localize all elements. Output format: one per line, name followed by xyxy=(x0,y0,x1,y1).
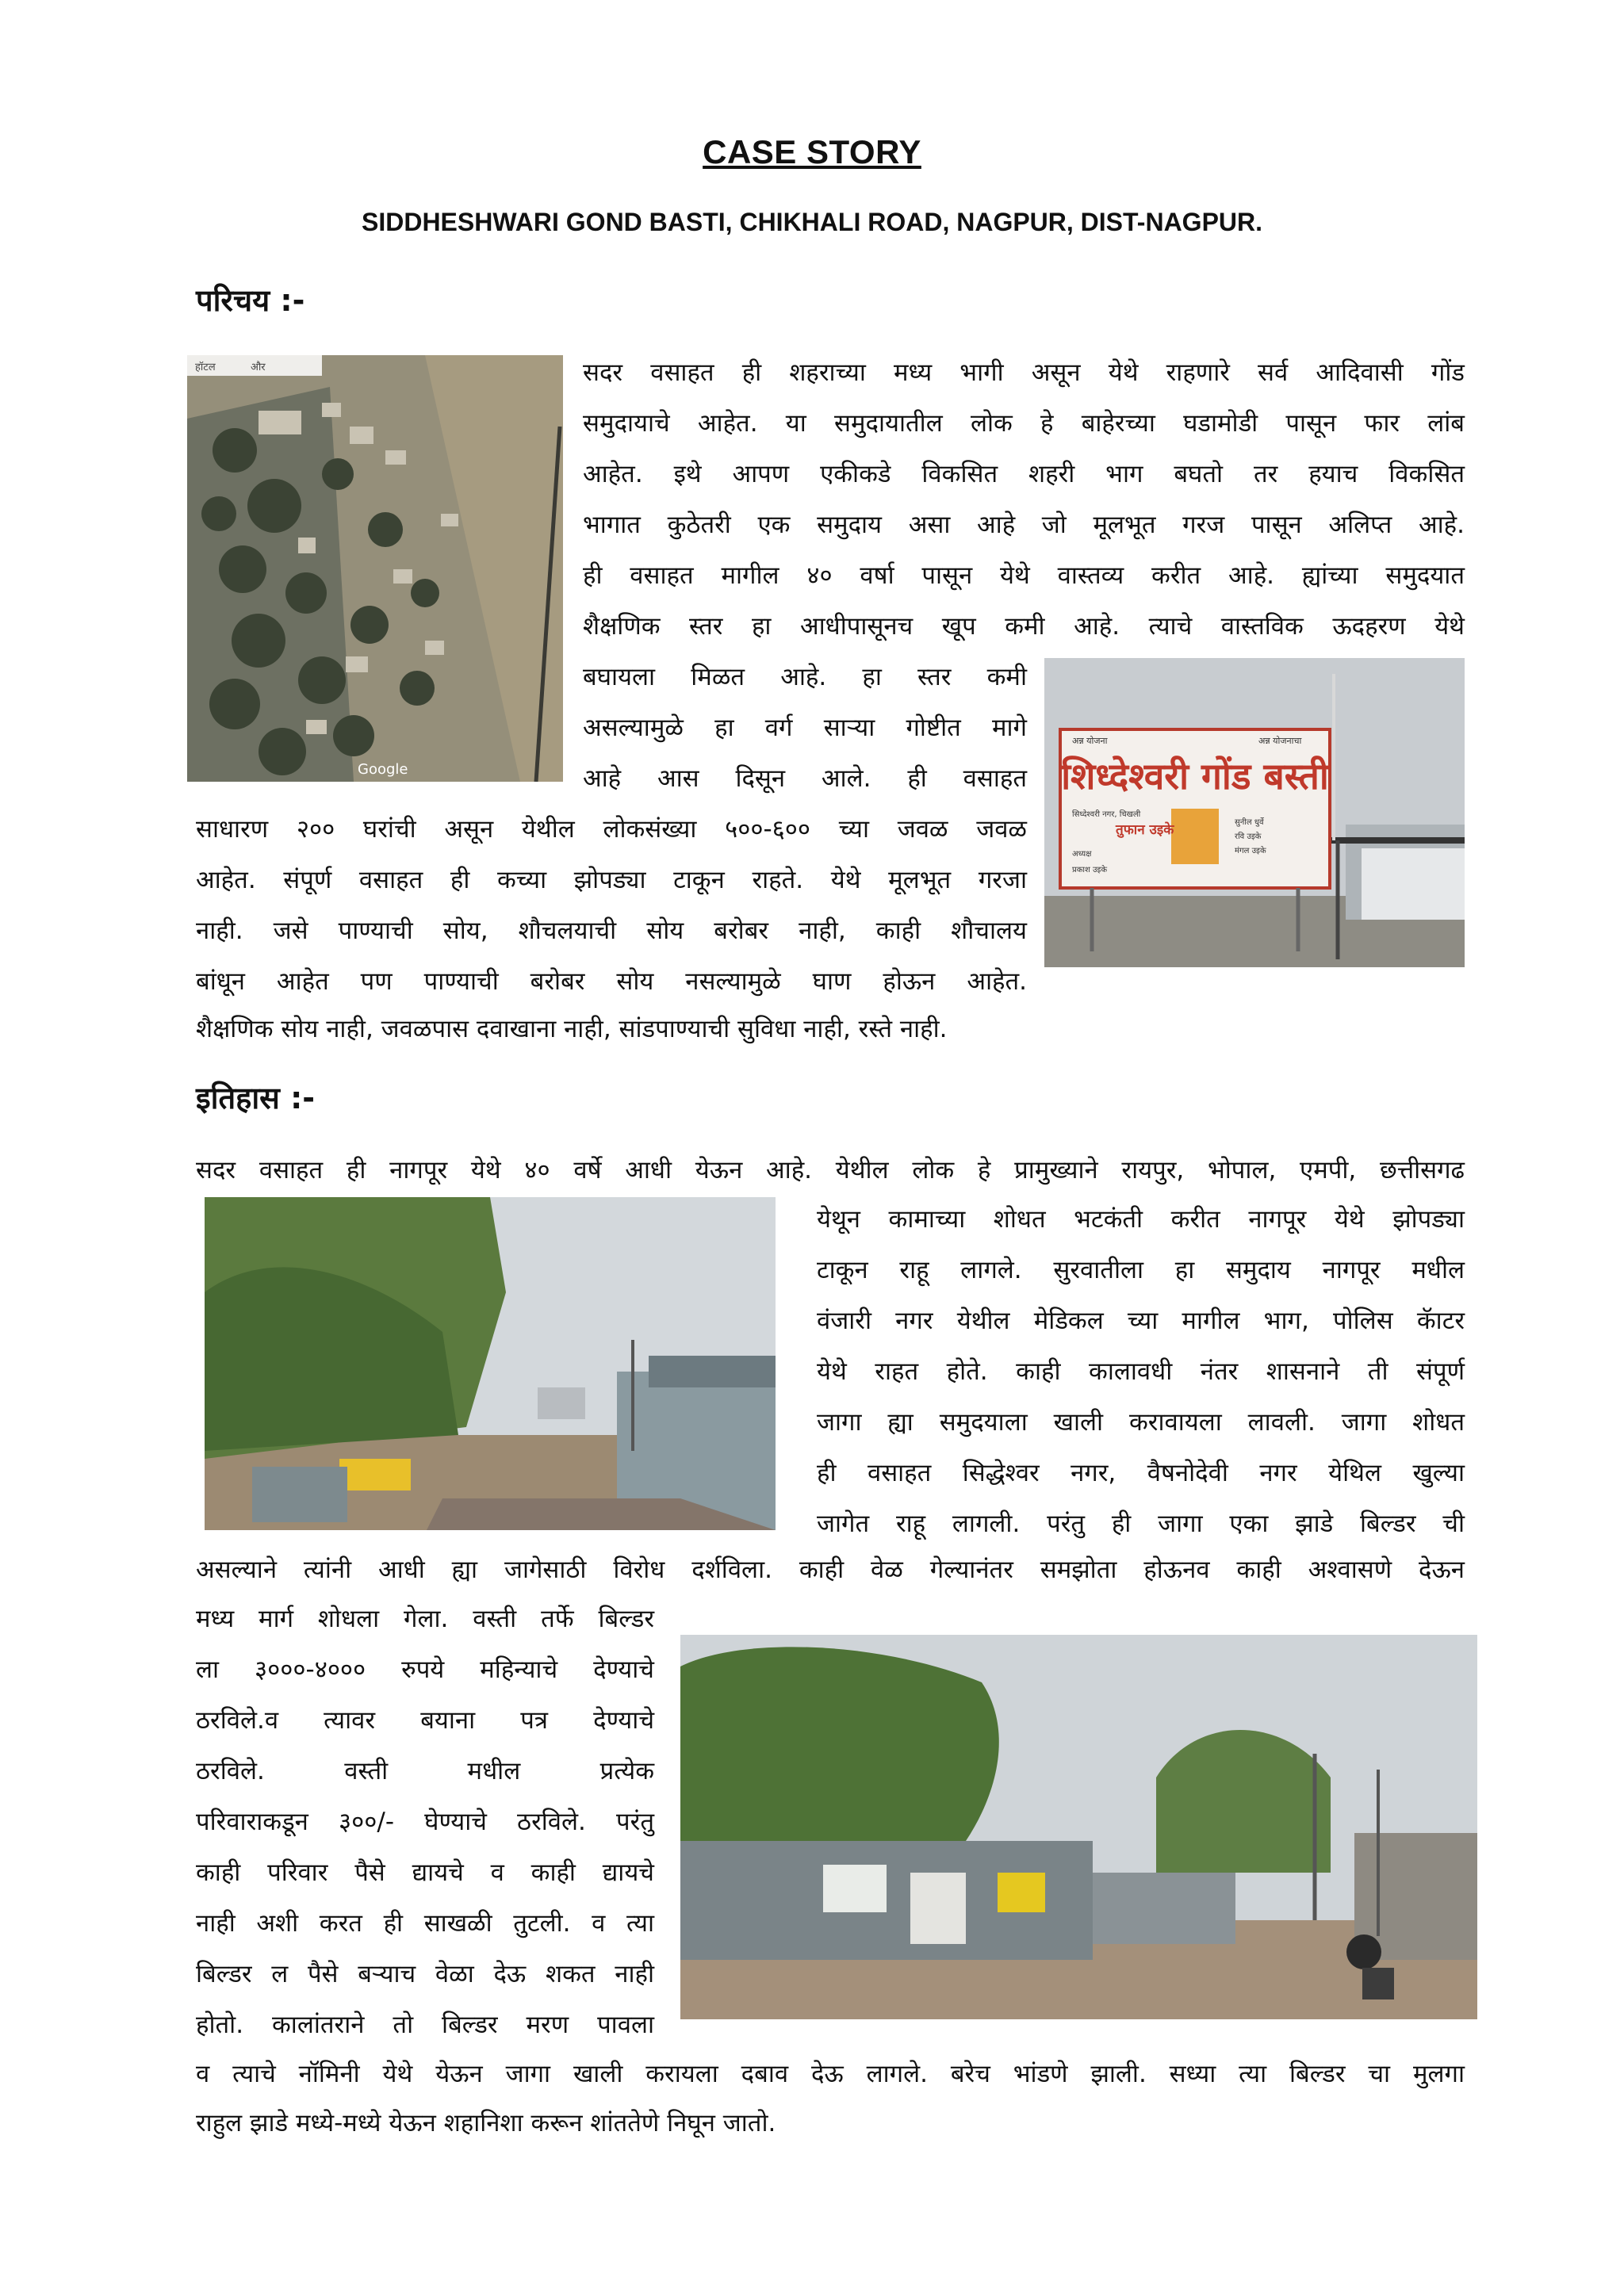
street-photo-1 xyxy=(205,1197,776,1530)
intro-line: आहेत. संपूर्ण वसाहत ही कच्या झोपड्या टाकून राहते. येथे मूलभूत गरजा xyxy=(196,866,1027,894)
intro-line: बांधून आहेत पण पाण्याची बरोबर सोय नसल्यामुळे घाण होऊन आहेत. xyxy=(196,967,1027,996)
history-line: परिवाराकडून ३००/- घेण्याचे ठरविले. परंतु xyxy=(196,1808,654,1836)
intro-line: शैक्षणिक सोय नाही, जवळपास दवाखाना नाही, सांडपाण्याची सुविधा नाही, रस्ते नाही. xyxy=(196,1015,948,1043)
sign-left-line-1: सिध्देश्वरी नगर, चिखली xyxy=(1072,810,1141,819)
street-photo-2 xyxy=(680,1635,1477,2019)
history-line: असल्याने त्यांनी आधी ह्या जागेसाठी विरोध दर्शविला. काही वेळ गेल्यानंतर समझोता होऊनव काही अश्वासणे देऊन xyxy=(196,1556,1465,1584)
history-line: सदर वसाहत ही नागपूर येथे ४० वर्षे आधी येऊन आहे. येथील लोक हे प्रामुख्याने रायपुर, भोपाल, एमपी, छत्तीसगढ xyxy=(196,1156,1465,1184)
intro-line: नाही. जसे पाण्याची सोय, शौचलयाची सोय बरोबर नाही, काही शौचालय xyxy=(196,916,1027,945)
intro-line: आहेत. इथे आपण एकीकडे विकसित शहरी भाग बघतो तर हयाच विकसित xyxy=(583,460,1465,488)
history-line: ला ३०००-४००० रुपये महिन्याचे देण्याचे xyxy=(196,1655,654,1684)
history-line: जागा ह्या समुदयाला खाली करावायला लावली. जागा शोधत xyxy=(817,1408,1465,1437)
intro-line: असल्यामुळे हा वर्ग साऱ्या गोष्टीत मागे xyxy=(583,714,1027,742)
basti-sign-photo xyxy=(1044,658,1465,967)
sign-left-line-2: अध्यक्ष xyxy=(1072,850,1092,859)
document-subtitle: SIDDHESHWARI GOND BASTI, CHIKHALI ROAD, NAGPUR, DIST-NAGPUR. xyxy=(361,208,1263,236)
history-line: मध्य मार्ग शोधला गेला. वस्ती तर्फे बिल्डर xyxy=(196,1605,654,1633)
history-line: ठरविले. वस्ती मधील प्रत्येक xyxy=(196,1757,654,1785)
intro-line: शैक्षणिक स्तर हा आधीपासूनच खूप कमी आहे. त्याचे वास्तविक ऊदहरण येथे xyxy=(583,612,1465,641)
intro-heading: परिचय :- xyxy=(196,283,305,318)
sign-right-line-2: रवि उइके xyxy=(1235,832,1262,841)
sign-name-text: तुफान उइके xyxy=(1116,822,1174,838)
history-line: जागेत राहू लागली. परंतु ही जागा एका झाडे बिल्डर ची xyxy=(817,1510,1465,1538)
intro-line: बघायला मिळत आहे. हा स्तर कमी xyxy=(583,663,1027,691)
history-line: ही वसाहत सिद्धेश्वर नगर, वैषनोदेवी नगर येथिल खुल्या xyxy=(817,1459,1465,1487)
history-line: येथून कामाच्या शोधत भटकंती करीत नागपूर येथे झोपड्या xyxy=(817,1205,1465,1234)
satellite-map-image xyxy=(187,355,563,782)
intro-line: समुदायाचे आहेत. या समुदायातील लोक हे बाहेरच्या घडामोडी पासून फार लांब xyxy=(583,409,1465,438)
sign-small-top-left: अन्न योजना xyxy=(1072,736,1108,746)
history-line: टाकून राहू लागले. सुरवातीला हा समुदाय नागपूर मधील xyxy=(817,1256,1465,1284)
history-line: व त्याचे नॉमिनी येथे येऊन जागा खाली करायला दबाव देऊ लागले. बरेच भांडणे झाली. सध्या त्या बिल्डर चा मुलगा xyxy=(196,2060,1465,2088)
intro-line: भागात कुठेतरी एक समुदाय असा आहे जो मूलभूत गरज पासून अलिप्त आहे. xyxy=(583,511,1465,539)
history-line: नाही अशी करत ही साखळी तुटली. व त्या xyxy=(196,1909,654,1938)
map-label-more: और xyxy=(251,362,266,373)
document-title: CASE STORY xyxy=(703,133,921,170)
history-line: राहुल झाडे मध्ये-मध्ये येऊन शहानिशा करून शांततेणे निघून जातो. xyxy=(196,2109,776,2137)
history-line: वंजारी नगर येथील मेडिकल च्या मागील भाग, पोलिस कॅाटर xyxy=(817,1307,1465,1335)
intro-line: सदर वसाहत ही शहराच्या मध्य भागी असून येथे राहणारे सर्व आदिवासी गोंड xyxy=(583,358,1465,387)
history-line: बिल्डर ल पैसे बऱ्याच वेळा देऊ शकत नाही xyxy=(196,1960,654,1988)
sign-main-text: शिध्देश्वरी गोंड बस्ती xyxy=(1061,755,1329,798)
map-watermark: Google xyxy=(358,761,408,778)
history-line: ठरविले.व त्यावर बयाना पत्र देण्याचे xyxy=(196,1706,654,1735)
history-heading: इतिहास :- xyxy=(196,1081,316,1115)
intro-line: आहे आस दिसून आले. ही वसाहत xyxy=(583,764,1027,793)
sign-right-line-1: सुनील धुर्वे xyxy=(1235,818,1264,827)
history-line: काही परिवार पैसे द्यायचे व काही द्यायचे xyxy=(196,1858,654,1887)
intro-line: ही वसाहत मागील ४० वर्षा पासून येथे वास्तव्य करीत आहे. ह्यांच्या समुदयात xyxy=(583,561,1465,590)
intro-line: साधारण २०० घरांची असून येथील लोकसंख्या ५००-६०० च्या जवळ जवळ xyxy=(196,815,1027,844)
sign-right-line-3: मंगल उइके xyxy=(1235,847,1266,855)
sign-left-line-3: प्रकाश उइके xyxy=(1072,866,1108,874)
map-label-hotel: हॉटल xyxy=(195,362,216,373)
history-line: होतो. कालांतराने तो बिल्डर मरण पावला xyxy=(196,2011,654,2039)
history-line: येथे राहत होते. काही कालावधी नंतर शासनाने ती संपूर्ण xyxy=(817,1357,1465,1386)
sign-small-top-right: अन्न योजनाचा xyxy=(1258,736,1302,746)
